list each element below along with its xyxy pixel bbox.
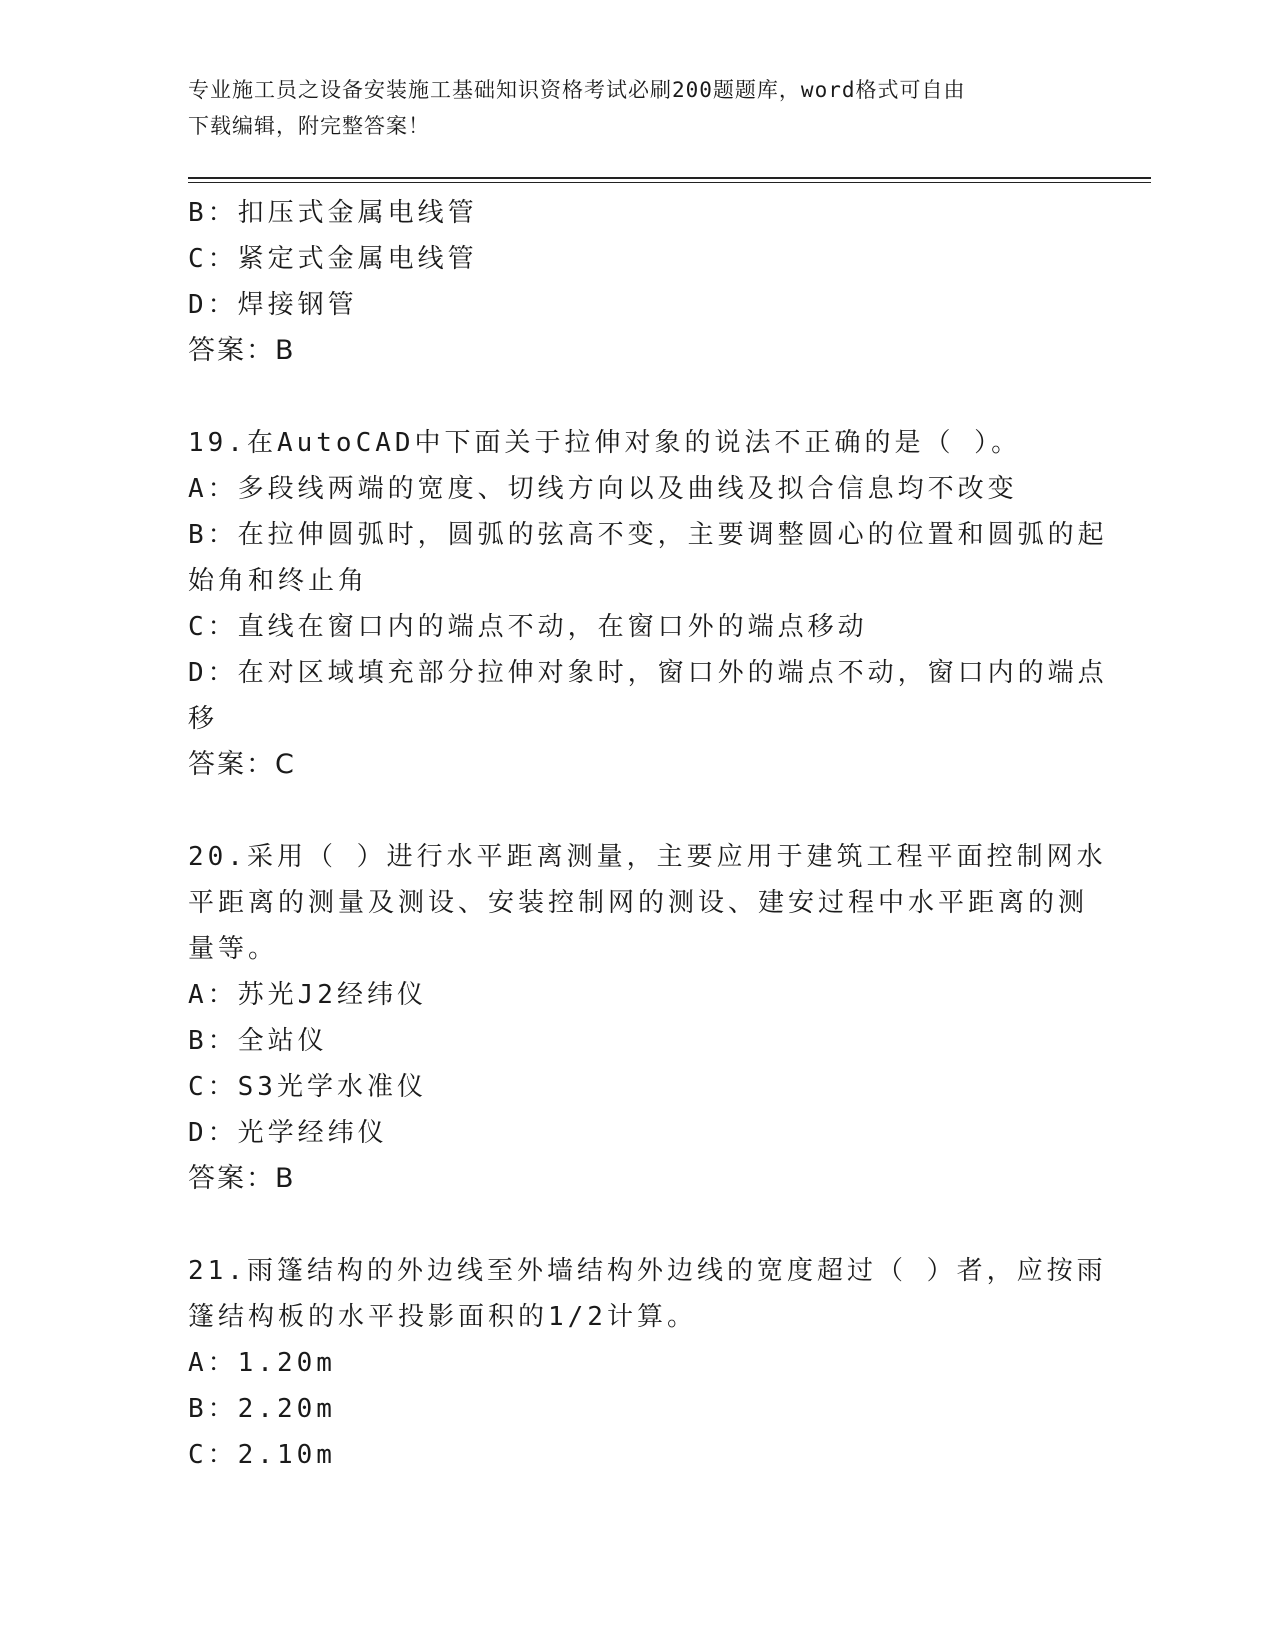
option-c: C：紧定式金属电线管 xyxy=(188,244,478,274)
question-stem-line-3: 量等。 xyxy=(188,934,279,964)
answer-line: 答案：B xyxy=(188,1163,296,1194)
option-a: A：苏光J2经纬仪 xyxy=(188,980,427,1010)
option-a: A：1.20m xyxy=(188,1348,336,1378)
spacer xyxy=(188,788,1068,834)
option-d: D：光学经纬仪 xyxy=(188,1118,388,1148)
answer-line: 答案：C xyxy=(188,749,296,780)
spacer xyxy=(188,1202,1068,1248)
answer-line: 答案：B xyxy=(188,335,296,366)
question-21 xyxy=(188,1248,1107,1478)
header-title-line-1: 专业施工员之设备安装施工基础知识资格考试必刷200题题库，word格式可自由 xyxy=(188,78,966,102)
question-stem: 19.在AutoCAD中下面关于拉伸对象的说法不正确的是（ ）。 xyxy=(188,428,1022,458)
option-c: C：直线在窗口内的端点不动，在窗口外的端点移动 xyxy=(188,612,868,642)
header-title-line-2: 下载编辑，附完整答案！ xyxy=(188,114,430,138)
question-18-continued xyxy=(188,190,1068,374)
question-20 xyxy=(188,834,1107,1202)
document-header xyxy=(188,72,1068,144)
question-stem-line-1: 20.采用（ ）进行水平距离测量，主要应用于建筑工程平面控制网水 xyxy=(188,842,1107,872)
option-d: D：焊接钢管 xyxy=(188,290,358,320)
option-b-continued: 始角和终止角 xyxy=(188,566,369,596)
option-b: B：在拉伸圆弧时，圆弧的弦高不变，主要调整圆心的位置和圆弧的起 xyxy=(188,520,1108,550)
spacer xyxy=(188,374,1068,420)
header-divider-thin xyxy=(188,182,1151,183)
question-stem-line-1: 21.雨篷结构的外边线至外墙结构外边线的宽度超过（ ）者，应按雨 xyxy=(188,1256,1107,1286)
option-d: D：在对区域填充部分拉伸对象时，窗口外的端点不动，窗口内的端点 xyxy=(188,658,1108,688)
question-stem-line-2: 篷结构板的水平投影面积的1/2计算。 xyxy=(188,1302,697,1332)
option-a: A：多段线两端的宽度、切线方向以及曲线及拟合信息均不改变 xyxy=(188,474,1018,504)
option-b: B：全站仪 xyxy=(188,1026,328,1056)
question-19 xyxy=(188,420,1108,788)
header-divider-thick xyxy=(188,177,1151,179)
option-b: B：扣压式金属电线管 xyxy=(188,198,478,228)
option-c: C：2.10m xyxy=(188,1440,336,1470)
option-c: C：S3光学水准仪 xyxy=(188,1072,427,1102)
option-b: B：2.20m xyxy=(188,1394,336,1424)
question-stem-line-2: 平距离的测量及测设、安装控制网的测设、建安过程中水平距离的测 xyxy=(188,888,1089,918)
option-d-continued: 移 xyxy=(188,704,219,734)
question-list xyxy=(188,190,1108,1478)
